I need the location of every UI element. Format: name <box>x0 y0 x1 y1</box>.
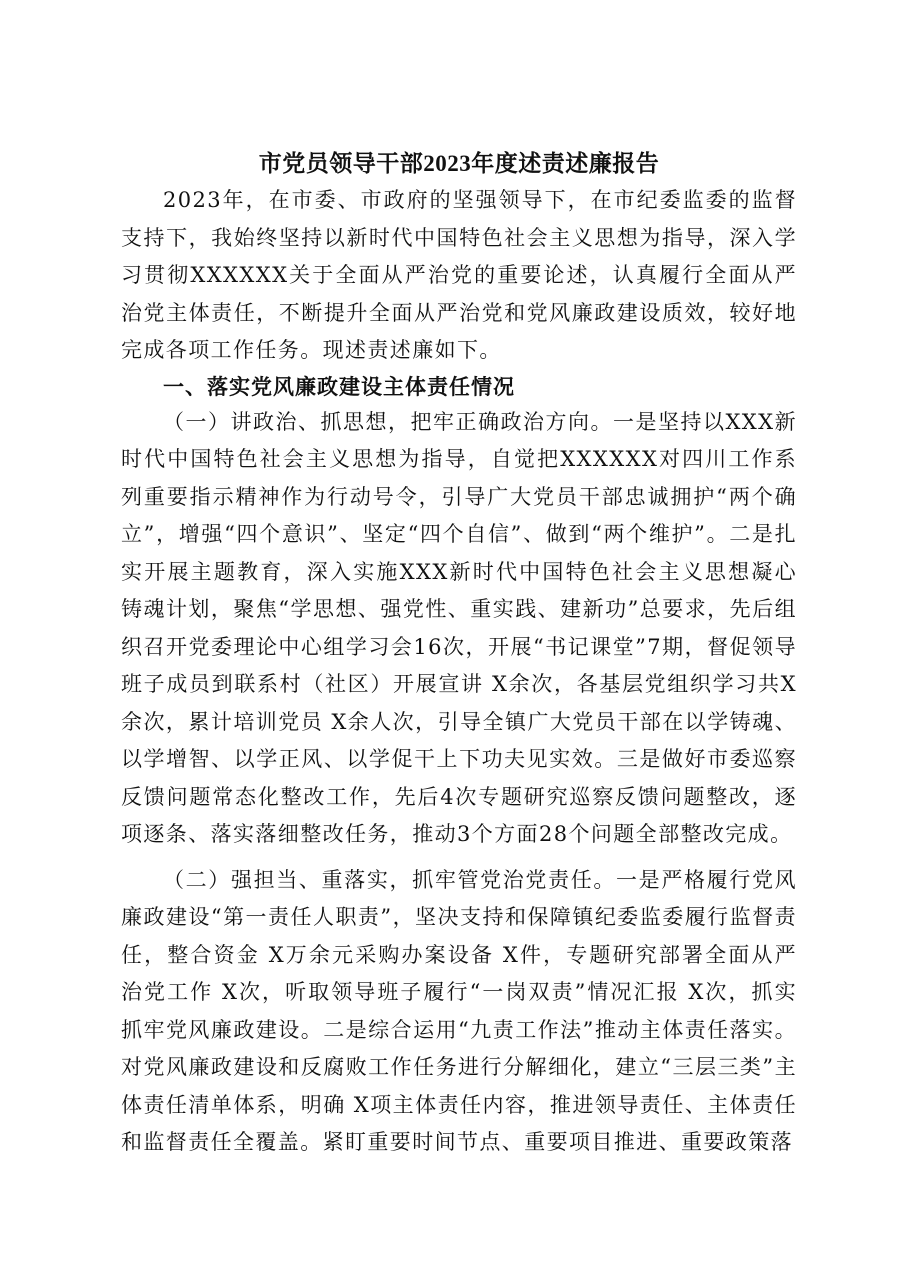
paragraph-political-direction: （一）讲政治、抓思想，把牢正确政治方向。一是坚持以XXX新时代中国特色社会主义思想为指导，自觉把XXXXXX对四川工作系列重要指示精神作为行动号令，引导广大党员干部忠诚拥护“两个确立”，增强“四个意识”、坚定“四个自信”、做到“两个维护”。二是扎实开展主题教育，深入实施XXX新时代中国特色社会主义思想凝心铸魂计划，聚焦“学思想、强党性、重实践、建新功”总要求，先后组织召开党委理论中心组学习会16次，开展“书记课堂”7期，督促领导班子成员到联系村（社区）开展宣讲 X余次，各基层党组织学习共X余次，累计培训党员 X余人次，引导全镇广大党员干部在以学铸魂、以学增智、以学正风、以学促干上下功夫见实效。三是做好市委巡察反馈问题常态化整改工作，先后4次专题研究巡察反馈问题整改，逐项逐条、落实落细整改任务，推动3个方面28个问题全部整改完成。 <box>121 409 797 846</box>
section-heading-1: 一、落实党风廉政建设主体责任情况 <box>163 374 515 399</box>
paragraph-gap <box>121 854 797 862</box>
document-body <box>121 148 797 1162</box>
document-title: 市党员领导干部2023年度述责述廉报告 <box>258 151 660 176</box>
paragraph-party-responsibility: （二）强担当、重落实，抓牢管党治党责任。一是严格履行党风廉政建设“第一责任人职责”，坚决支持和保障镇纪委监委履行监督责任，整合资金 X万余元采购办案设备 X件，专题研究部署全面从严治党工作 X次，听取领导班子履行“一岗双责”情况汇报 X次，抓实抓牢党风廉政建设。二是综合运用“九责工作法”推动主体责任落实。对党风廉政建设和反腐败工作任务进行分解细化，建立“三层三类”主体责任清单体系，明确 X项主体责任内容，推进领导责任、主体责任和监督责任全覆盖。紧盯重要时间节点、重要项目推进、重要政策落 <box>121 867 797 1154</box>
intro-paragraph: 2023年，在市委、市政府的坚强领导下，在市纪委监委的监督支持下，我始终坚持以新时代中国特色社会主义思想为指导，深入学习贯彻XXXXXX关于全面从严治党的重要论述，认真履行全面从严治党主体责任，不断提升全面从严治党和党风廉政建设质效，较好地完成各项工作任务。现述责述廉如下。 <box>121 188 797 362</box>
